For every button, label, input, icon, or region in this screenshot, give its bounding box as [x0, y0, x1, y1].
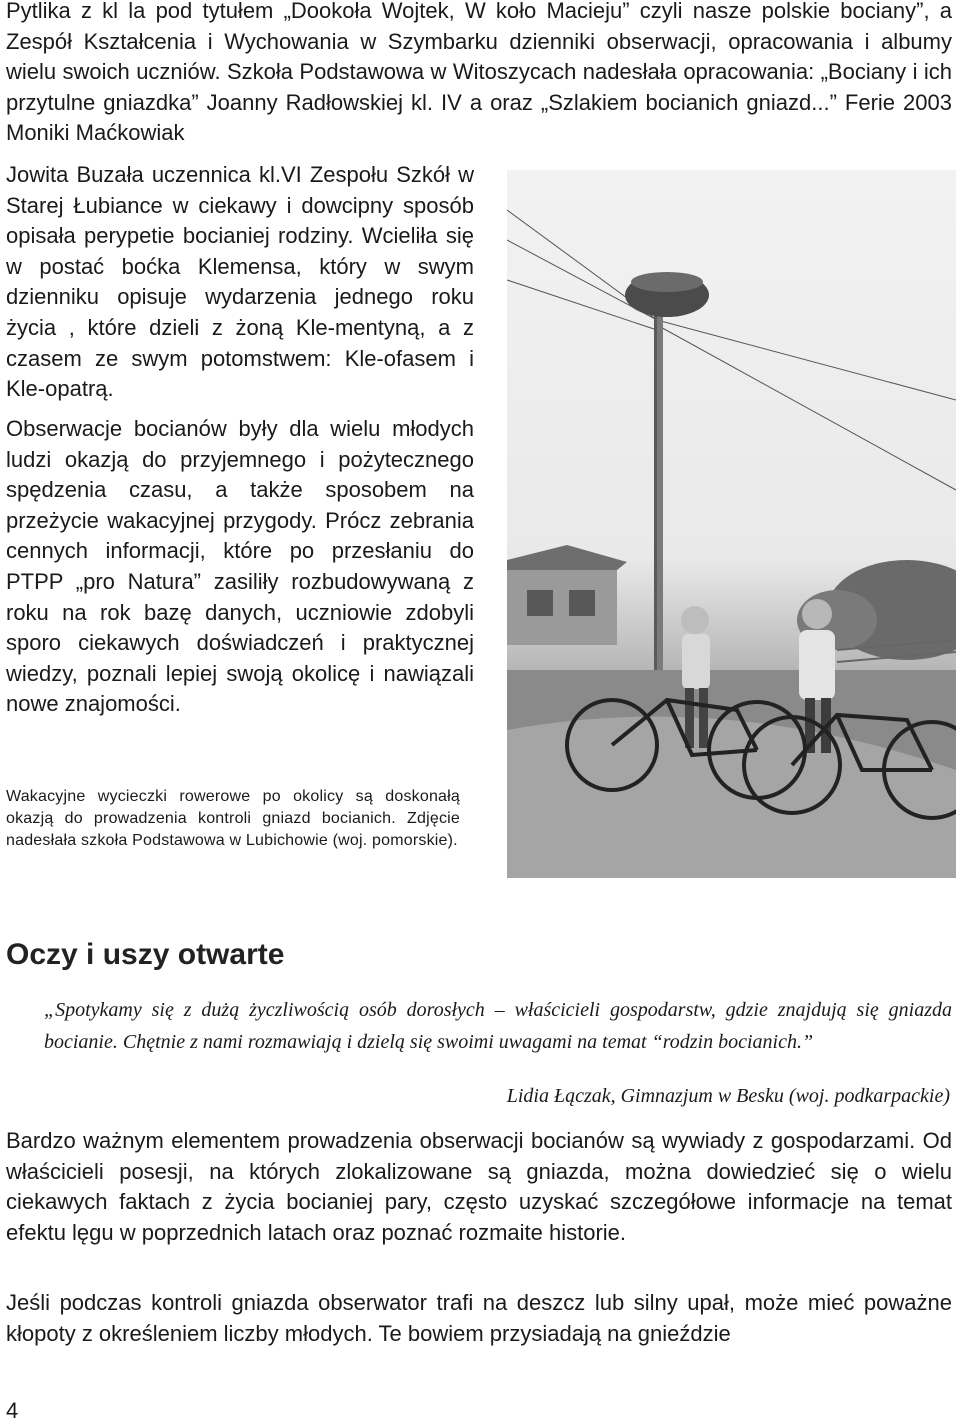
section-heading: Oczy i uszy otwarte: [6, 938, 285, 971]
column-paragraph-1: Jowita Buzała uczennica kl.VI Zespołu Szkół w Starej Łubiance w ciekawy i dowcipny sposób opisała perypetie bocianiej rodziny. Wcieliła się w postać boćka Klemensa, który w swym dzienniku opisuje wydarzenia jednego roku życia , które dzieli z żoną Kle-mentyną, a z czasem ze swym potomstwem: Kle-ofasem i Kle-opatrą.: [6, 162, 474, 402]
section-paragraph-1: Bardzo ważnym elementem prowadzenia obserwacji bocianów są wywiady z gospodarzami. Od właścicieli posesji, na których zlokalizowane są gniazda, można dowiedzieć się o wielu ciekawych faktach z życia bocianiej pary, często uzyskać szczegółowe informacje na temat efektu lęgu w poprzednich latach oraz poznać rozmaite historie.: [6, 1128, 952, 1245]
page-number: 4: [6, 1398, 19, 1423]
photo-children-bicycles-stork-nest: [507, 170, 956, 878]
quote-attribution: Lidia Łączak, Gimnazjum w Besku (woj. podkarpackie): [506, 1085, 950, 1107]
photo-caption: Wakacyjne wycieczki rowerowe po okolicy są doskonałą okazją do prowadzenia kontroli gniazd bocianich. Zdjęcie nadesłała szkoła Podstawowa w Lubichowie (woj. pomorskie).: [6, 788, 460, 849]
column-paragraph-2: Obserwacje bocianów były dla wielu młodych ludzi okazją do przyjemnego i pożytecznego spędzenia czasu, a także sposobem na przeżycie wakacyjnej przygody. Prócz zebrania cennych informacji, które po przesłaniu do PTPP „pro Natura” zasiliły rozbudowywaną z roku na rok bazę danych, uczniowie zdobyli sporo ciekawych doświadczeń i praktycznej wiedzy, poznali lepiej swoją okolicę i nawiązali nowe znajomości.: [6, 416, 474, 717]
lead-paragraph: Pytlika z kl la pod tytułem „Dookoła Wojtek, W koło Macieju” czyli nasze polskie bociany”, a Zespół Kształcenia i Wychowania w Szymbarku dzienniki obserwacji, opracowania i albumy wielu swoich uczniów. Szkoła Podstawowa w Witoszycach nadesłała opracowania: „Bociany i ich przytulne gniazdka” Joanny Radłowskiej kl. IV a oraz „Szlakiem bocianich gniazd...” Ferie 2003 Moniki Maćkowiak: [6, 0, 952, 146]
section-paragraph-2: Jeśli podczas kontroli gniazda obserwator trafi na deszcz lub silny upał, może mieć poważne kłopoty z określeniem liczby młodych. Te bowiem przysiadają na gnieździe: [6, 1290, 952, 1346]
quote-text: „Spotykamy się z dużą życzliwością osób dorosłych – właścicieli gospodarstw, gdzie znajdują się gniazda bocianie. Chętnie z nami rozmawiają i dzielą się swoimi uwagami na temat “rodzin bocianich.”: [44, 999, 952, 1053]
